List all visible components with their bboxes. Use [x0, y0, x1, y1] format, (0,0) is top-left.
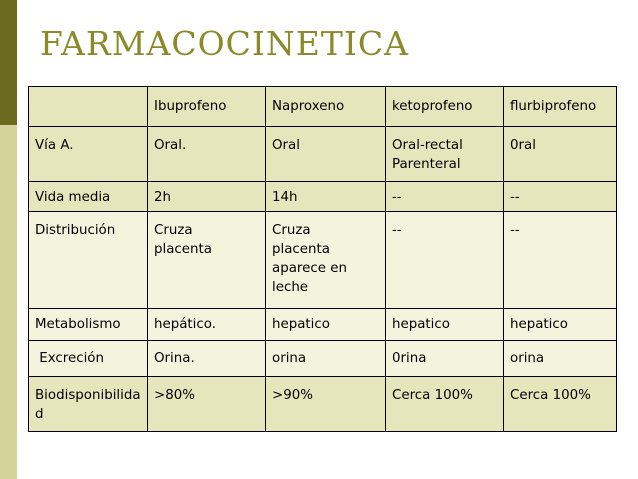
table-cell: -- [386, 212, 504, 309]
accent-bar-dark [0, 0, 17, 125]
row-label-distribucion: Distribución [29, 212, 148, 309]
slide-title: FARMACOCINETICA [40, 24, 410, 63]
table-cell: Cerca 100% [504, 377, 617, 432]
accent-bar-light [0, 125, 17, 479]
header-cell-flurbiprofeno: flurbiprofeno [504, 87, 617, 127]
table-cell: hepatico [386, 309, 504, 341]
table-row [29, 212, 617, 309]
table-cell: Cruza placenta aparece en leche [266, 212, 386, 309]
table-cell: Cruza placenta [148, 212, 266, 309]
header-cell-naproxeno: Naproxeno [266, 87, 386, 127]
table-header-row [29, 87, 617, 127]
table-cell: Oral. [148, 127, 266, 182]
table-cell: >80% [148, 377, 266, 432]
row-label-excrecion: Excreción [29, 341, 148, 377]
table-cell: hepatico [266, 309, 386, 341]
table-cell: Orina. [148, 341, 266, 377]
table-cell: -- [504, 212, 617, 309]
row-label-via: Vía A. [29, 127, 148, 182]
table-cell: 2h [148, 182, 266, 212]
table-row [29, 377, 617, 432]
table-cell: -- [504, 182, 617, 212]
header-cell-ketoprofeno: ketoprofeno [386, 87, 504, 127]
table-cell: >90% [266, 377, 386, 432]
table-cell: -- [386, 182, 504, 212]
header-cell-empty [29, 87, 148, 127]
table-row [29, 309, 617, 341]
table-cell: 14h [266, 182, 386, 212]
row-label-biodisponibilidad: Biodisponibilidad [29, 377, 148, 432]
row-label-vida-media: Vida media [29, 182, 148, 212]
table-cell: Cerca 100% [386, 377, 504, 432]
table-cell: 0ral [504, 127, 617, 182]
pharmacokinetics-table [28, 86, 617, 432]
table-cell: Oral [266, 127, 386, 182]
table-row [29, 341, 617, 377]
table-row [29, 182, 617, 212]
table-cell: orina [504, 341, 617, 377]
table-cell: 0rina [386, 341, 504, 377]
row-label-metabolismo: Metabolismo [29, 309, 148, 341]
table-cell: hepatico [504, 309, 617, 341]
header-cell-ibuprofeno: Ibuprofeno [148, 87, 266, 127]
table-cell: hepático. [148, 309, 266, 341]
table-cell: orina [266, 341, 386, 377]
table-row [29, 127, 617, 182]
table-cell: Oral-rectal Parenteral [386, 127, 504, 182]
